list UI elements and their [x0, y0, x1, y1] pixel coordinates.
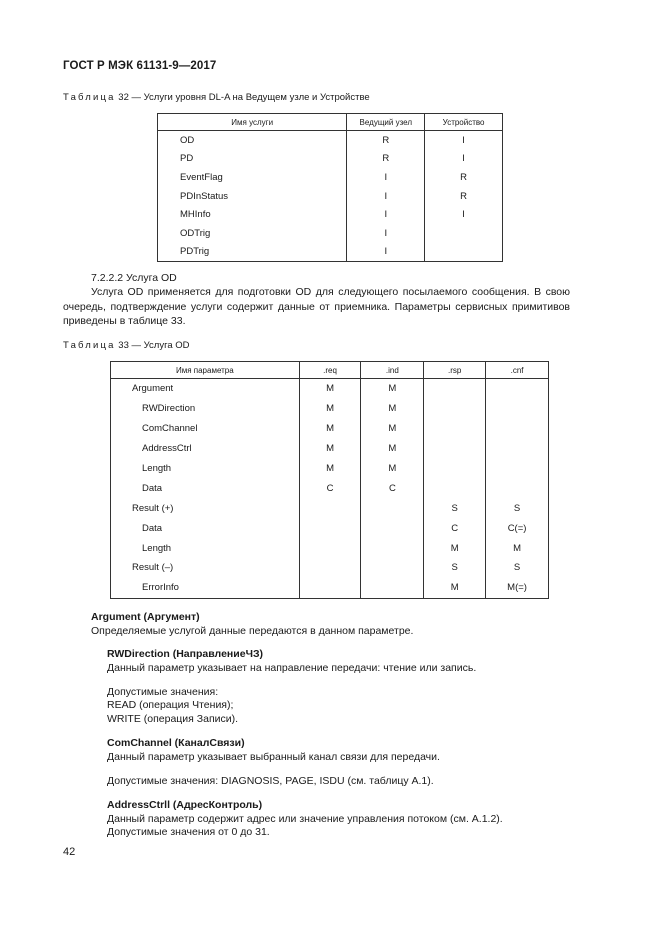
table-row	[111, 379, 549, 399]
column-header: Устройство	[425, 114, 503, 131]
row-value-cell	[299, 558, 361, 578]
row-name-cell: PDInStatus	[158, 187, 347, 206]
addressctrl-title: AddressCtrll (АдресКонтроль)	[107, 799, 263, 811]
row-value-cell: I	[347, 224, 425, 243]
row-value-cell	[299, 578, 361, 598]
row-value-cell: M	[361, 379, 424, 399]
row-value-cell	[361, 518, 424, 538]
table-row	[111, 419, 549, 439]
row-name-cell: ErrorInfo	[111, 578, 300, 598]
row-value-cell: M	[299, 399, 361, 419]
table-33-caption	[63, 340, 190, 351]
table-row	[111, 478, 549, 498]
row-name-cell: EventFlag	[158, 168, 347, 187]
row-value-cell: I	[425, 205, 503, 224]
table-row	[158, 168, 503, 187]
row-value-cell	[486, 439, 549, 459]
row-value-cell: R	[425, 187, 503, 206]
table-row	[111, 399, 549, 419]
column-header: Имя параметра	[111, 362, 300, 379]
row-name-cell: Length	[111, 459, 300, 479]
table-row	[111, 558, 549, 578]
comchannel-allowed: Допустимые значения: DIAGNOSIS, PAGE, ISDU (см. таблицу A.1).	[107, 775, 434, 787]
argument-title: Argument (Аргумент)	[91, 611, 200, 623]
row-value-cell	[424, 399, 486, 419]
row-value-cell: M	[361, 459, 424, 479]
table-row	[158, 150, 503, 169]
row-value-cell	[486, 399, 549, 419]
row-value-cell	[486, 379, 549, 399]
row-name-cell: MHInfo	[158, 205, 347, 224]
row-value-cell	[424, 419, 486, 439]
table-row	[111, 538, 549, 558]
table-row	[158, 224, 503, 243]
table-row	[111, 439, 549, 459]
row-value-cell	[424, 439, 486, 459]
row-name-cell: Argument	[111, 379, 300, 399]
row-value-cell: I	[347, 205, 425, 224]
row-name-cell: Data	[111, 518, 300, 538]
row-value-cell	[425, 243, 503, 262]
rwdirection-allowed-label: Допустимые значения:	[107, 686, 219, 698]
row-value-cell: M	[361, 419, 424, 439]
addressctrl-description: Данный параметр содержит адрес или значение управления потоком (см. A.1.2).	[107, 813, 503, 825]
row-value-cell: M	[299, 459, 361, 479]
row-name-cell: Result (+)	[111, 498, 300, 518]
row-value-cell: S	[486, 558, 549, 578]
column-header: Ведущий узел	[347, 114, 425, 131]
row-value-cell	[424, 379, 486, 399]
row-value-cell: I	[347, 187, 425, 206]
row-value-cell	[361, 538, 424, 558]
row-name-cell: ODTrig	[158, 224, 347, 243]
table-row	[111, 498, 549, 518]
row-value-cell: S	[424, 498, 486, 518]
section-heading: 7.2.2.2 Услуга OD	[91, 272, 177, 284]
column-header: Имя услуги	[158, 114, 347, 131]
row-value-cell: S	[424, 558, 486, 578]
table-32	[157, 113, 503, 262]
rwdirection-description: Данный параметр указывает на направление передачи: чтение или запись.	[107, 662, 477, 674]
row-name-cell: AddressCtrl	[111, 439, 300, 459]
row-value-cell: C	[361, 478, 424, 498]
column-header: .cnf	[486, 362, 549, 379]
row-value-cell: M	[361, 399, 424, 419]
table-row	[158, 243, 503, 262]
section-paragraph: Услуга OD применяется для подготовки OD для следующего посылаемого сообщения. В свою очередь, подтверждение услуги содержит данные от приемника. Параметры сервисных примитивов приведены в таблице 33.	[63, 286, 570, 327]
argument-description: Определяемые услугой данные передаются в данном параметре.	[91, 625, 414, 637]
table-row	[111, 459, 549, 479]
document-code-header: ГОСТ Р МЭК 61131-9—2017	[63, 60, 217, 72]
column-header: .req	[299, 362, 361, 379]
row-value-cell: M	[299, 419, 361, 439]
row-value-cell: R	[347, 131, 425, 150]
table-row	[158, 187, 503, 206]
row-value-cell: R	[347, 150, 425, 169]
row-name-cell: OD	[158, 131, 347, 150]
rwdirection-value-write: WRITE (операция Записи).	[107, 713, 239, 725]
row-value-cell: C	[299, 478, 361, 498]
row-value-cell	[361, 498, 424, 518]
table-33-caption-prefix: Таблица	[63, 340, 116, 351]
row-value-cell: M	[486, 538, 549, 558]
row-value-cell: C	[424, 518, 486, 538]
row-name-cell: PD	[158, 150, 347, 169]
table-32-caption-prefix: Таблица	[63, 92, 116, 103]
table-row	[158, 205, 503, 224]
table-32-caption	[63, 92, 370, 103]
table-row	[158, 131, 503, 150]
row-value-cell: S	[486, 498, 549, 518]
row-value-cell: I	[347, 168, 425, 187]
page-number: 42	[63, 846, 76, 858]
row-value-cell: M	[424, 578, 486, 598]
row-name-cell: ComChannel	[111, 419, 300, 439]
row-value-cell	[486, 459, 549, 479]
row-value-cell: M	[361, 439, 424, 459]
row-value-cell	[361, 558, 424, 578]
table-row	[111, 518, 549, 538]
addressctrl-allowed: Допустимые значения от 0 до 31.	[107, 826, 270, 838]
row-value-cell	[424, 459, 486, 479]
row-name-cell: Length	[111, 538, 300, 558]
row-value-cell	[361, 578, 424, 598]
comchannel-title: ComChannel (КаналСвязи)	[107, 737, 245, 749]
column-header: .rsp	[424, 362, 486, 379]
column-header: .ind	[361, 362, 424, 379]
row-value-cell: R	[425, 168, 503, 187]
row-value-cell	[486, 419, 549, 439]
comchannel-description: Данный параметр указывает выбранный канал связи для передачи.	[107, 751, 440, 763]
row-value-cell	[299, 518, 361, 538]
table-32-caption-text: 32 — Услуги уровня DL-A на Ведущем узле и Устройстве	[115, 92, 370, 103]
row-value-cell	[299, 498, 361, 518]
row-value-cell: M	[299, 439, 361, 459]
row-name-cell: PDTrig	[158, 243, 347, 262]
row-value-cell	[425, 224, 503, 243]
row-name-cell: Result (–)	[111, 558, 300, 578]
row-value-cell	[299, 538, 361, 558]
row-value-cell: M	[299, 379, 361, 399]
rwdirection-value-read: READ (операция Чтения);	[107, 699, 234, 711]
row-value-cell: M(=)	[486, 578, 549, 598]
row-name-cell: Data	[111, 478, 300, 498]
row-value-cell	[486, 478, 549, 498]
table-row	[111, 578, 549, 598]
row-value-cell: I	[425, 131, 503, 150]
table-33	[110, 361, 549, 599]
row-value-cell: C(=)	[486, 518, 549, 538]
row-value-cell: I	[347, 243, 425, 262]
row-value-cell: M	[424, 538, 486, 558]
row-name-cell: RWDirection	[111, 399, 300, 419]
row-value-cell: I	[425, 150, 503, 169]
row-value-cell	[424, 478, 486, 498]
table-33-caption-text: 33 — Услуга OD	[115, 340, 190, 351]
rwdirection-title: RWDirection (НаправлениеЧЗ)	[107, 648, 264, 660]
